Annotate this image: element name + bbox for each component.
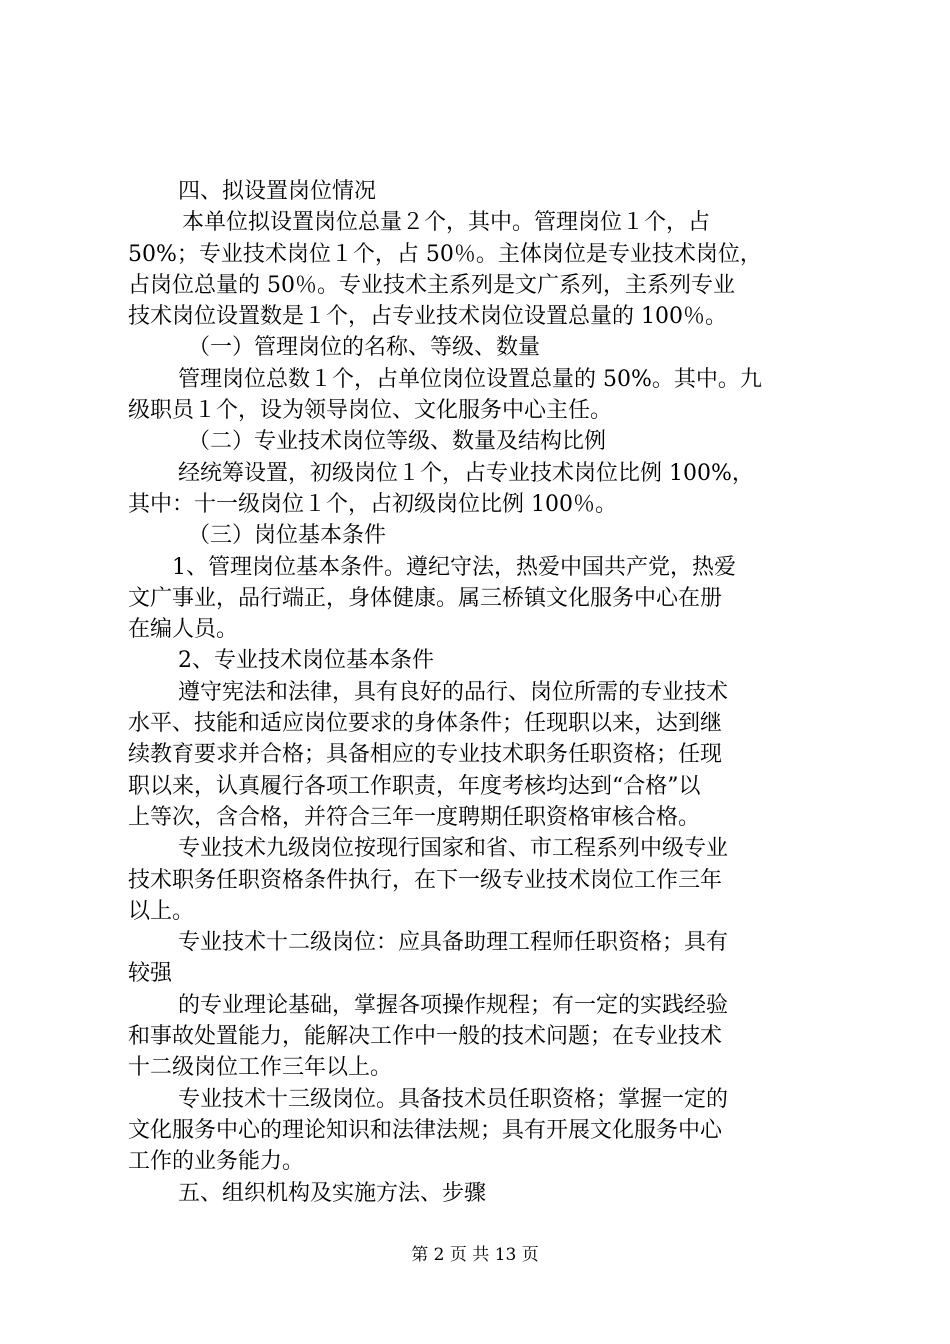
text-line: 文化服务中心的理论知识和法律法规；具有开展文化服务中心 xyxy=(128,1117,723,1143)
text-line: 的专业理论基础，掌握各项操作规程；有一定的实践经验 xyxy=(178,992,729,1018)
text-line: 遵守宪法和法律，具有良好的品行、岗位所需的专业技术 xyxy=(178,679,729,705)
text-line: 级职员１个，设为领导岗位、文化服务中心主任。 xyxy=(128,398,613,424)
text-line: 以上。 xyxy=(128,898,195,924)
text-line: 续教育要求并合格；具备相应的专业技术职务任职资格；任现 xyxy=(128,742,723,768)
text-line: 专业技术十三级岗位。具备技术员任职资格；掌握一定的 xyxy=(178,1086,729,1112)
text-line: 专业技术九级岗位按现行国家和省、市工程系列中级专业 xyxy=(178,836,729,862)
text-line: （一）管理岗位的名称、等级、数量 xyxy=(188,335,541,361)
text-line: 十二级岗位工作三年以上。 xyxy=(128,1055,393,1081)
text-line: 其中：十一级岗位１个，占初级岗位比例 100％。 xyxy=(128,491,617,517)
text-line: 四、拟设置岗位情况 xyxy=(178,179,377,204)
text-line: 水平、技能和适应岗位要求的身体条件；任现职以来，达到继 xyxy=(128,711,723,737)
text-line: 较强 xyxy=(128,961,173,987)
text-line: 50%；专业技术岗位１个，占 50％。主体岗位是专业技术岗位， xyxy=(128,241,762,267)
text-line: 工作的业务能力。 xyxy=(128,1149,305,1175)
text-line: 文广事业，品行端正，身体健康。属三桥镇文化服务中心在册 xyxy=(128,585,723,611)
text-line: 1、管理岗位基本条件。遵纪守法，热爱中国共产党，热爱 xyxy=(172,554,736,580)
text-line: 技术职务任职资格条件执行，在下一级专业技术岗位工作三年 xyxy=(128,867,723,893)
text-line: 上等次，含合格，并符合三年一度聘期任职资格审核合格。 xyxy=(128,804,701,830)
text-line: 专业技术十二级岗位：应具备助理工程师任职资格；具有 xyxy=(178,930,729,956)
text-line: 经统筹设置，初级岗位１个，占专业技术岗位比例 100%， xyxy=(178,460,754,486)
text-line: （三）岗位基本条件 xyxy=(188,523,387,549)
page-footer: 第 2 页 共 13 页 xyxy=(411,1245,539,1265)
document-body xyxy=(128,176,834,1209)
text-line: 本单位拟设置岗位总量２个，其中。管理岗位１个，占 xyxy=(182,210,711,236)
text-line: 管理岗位总数１个，占单位岗位设置总量的 50%。其中。九 xyxy=(178,366,762,392)
text-line: 占岗位总量的 50％。专业技术主系列是文广系列，主系列专业 xyxy=(128,272,735,298)
text-line: 和事故处置能力，能解决工作中一般的技术问题；在专业技术 xyxy=(128,1024,723,1050)
text-line: 职以来，认真履行各项工作职责，年度考核均达到“合格”以 xyxy=(128,773,701,799)
text-line: 在编人员。 xyxy=(128,617,239,643)
text-line: 五、组织机构及实施方法、步骤 xyxy=(178,1180,487,1206)
text-line: 2、专业技术岗位基本条件 xyxy=(178,648,434,674)
text-line: （二）专业技术岗位等级、数量及结构比例 xyxy=(188,429,607,455)
text-line: 技术岗位设置数是１个，占专业技术岗位设置总量的 100％。 xyxy=(128,304,727,330)
